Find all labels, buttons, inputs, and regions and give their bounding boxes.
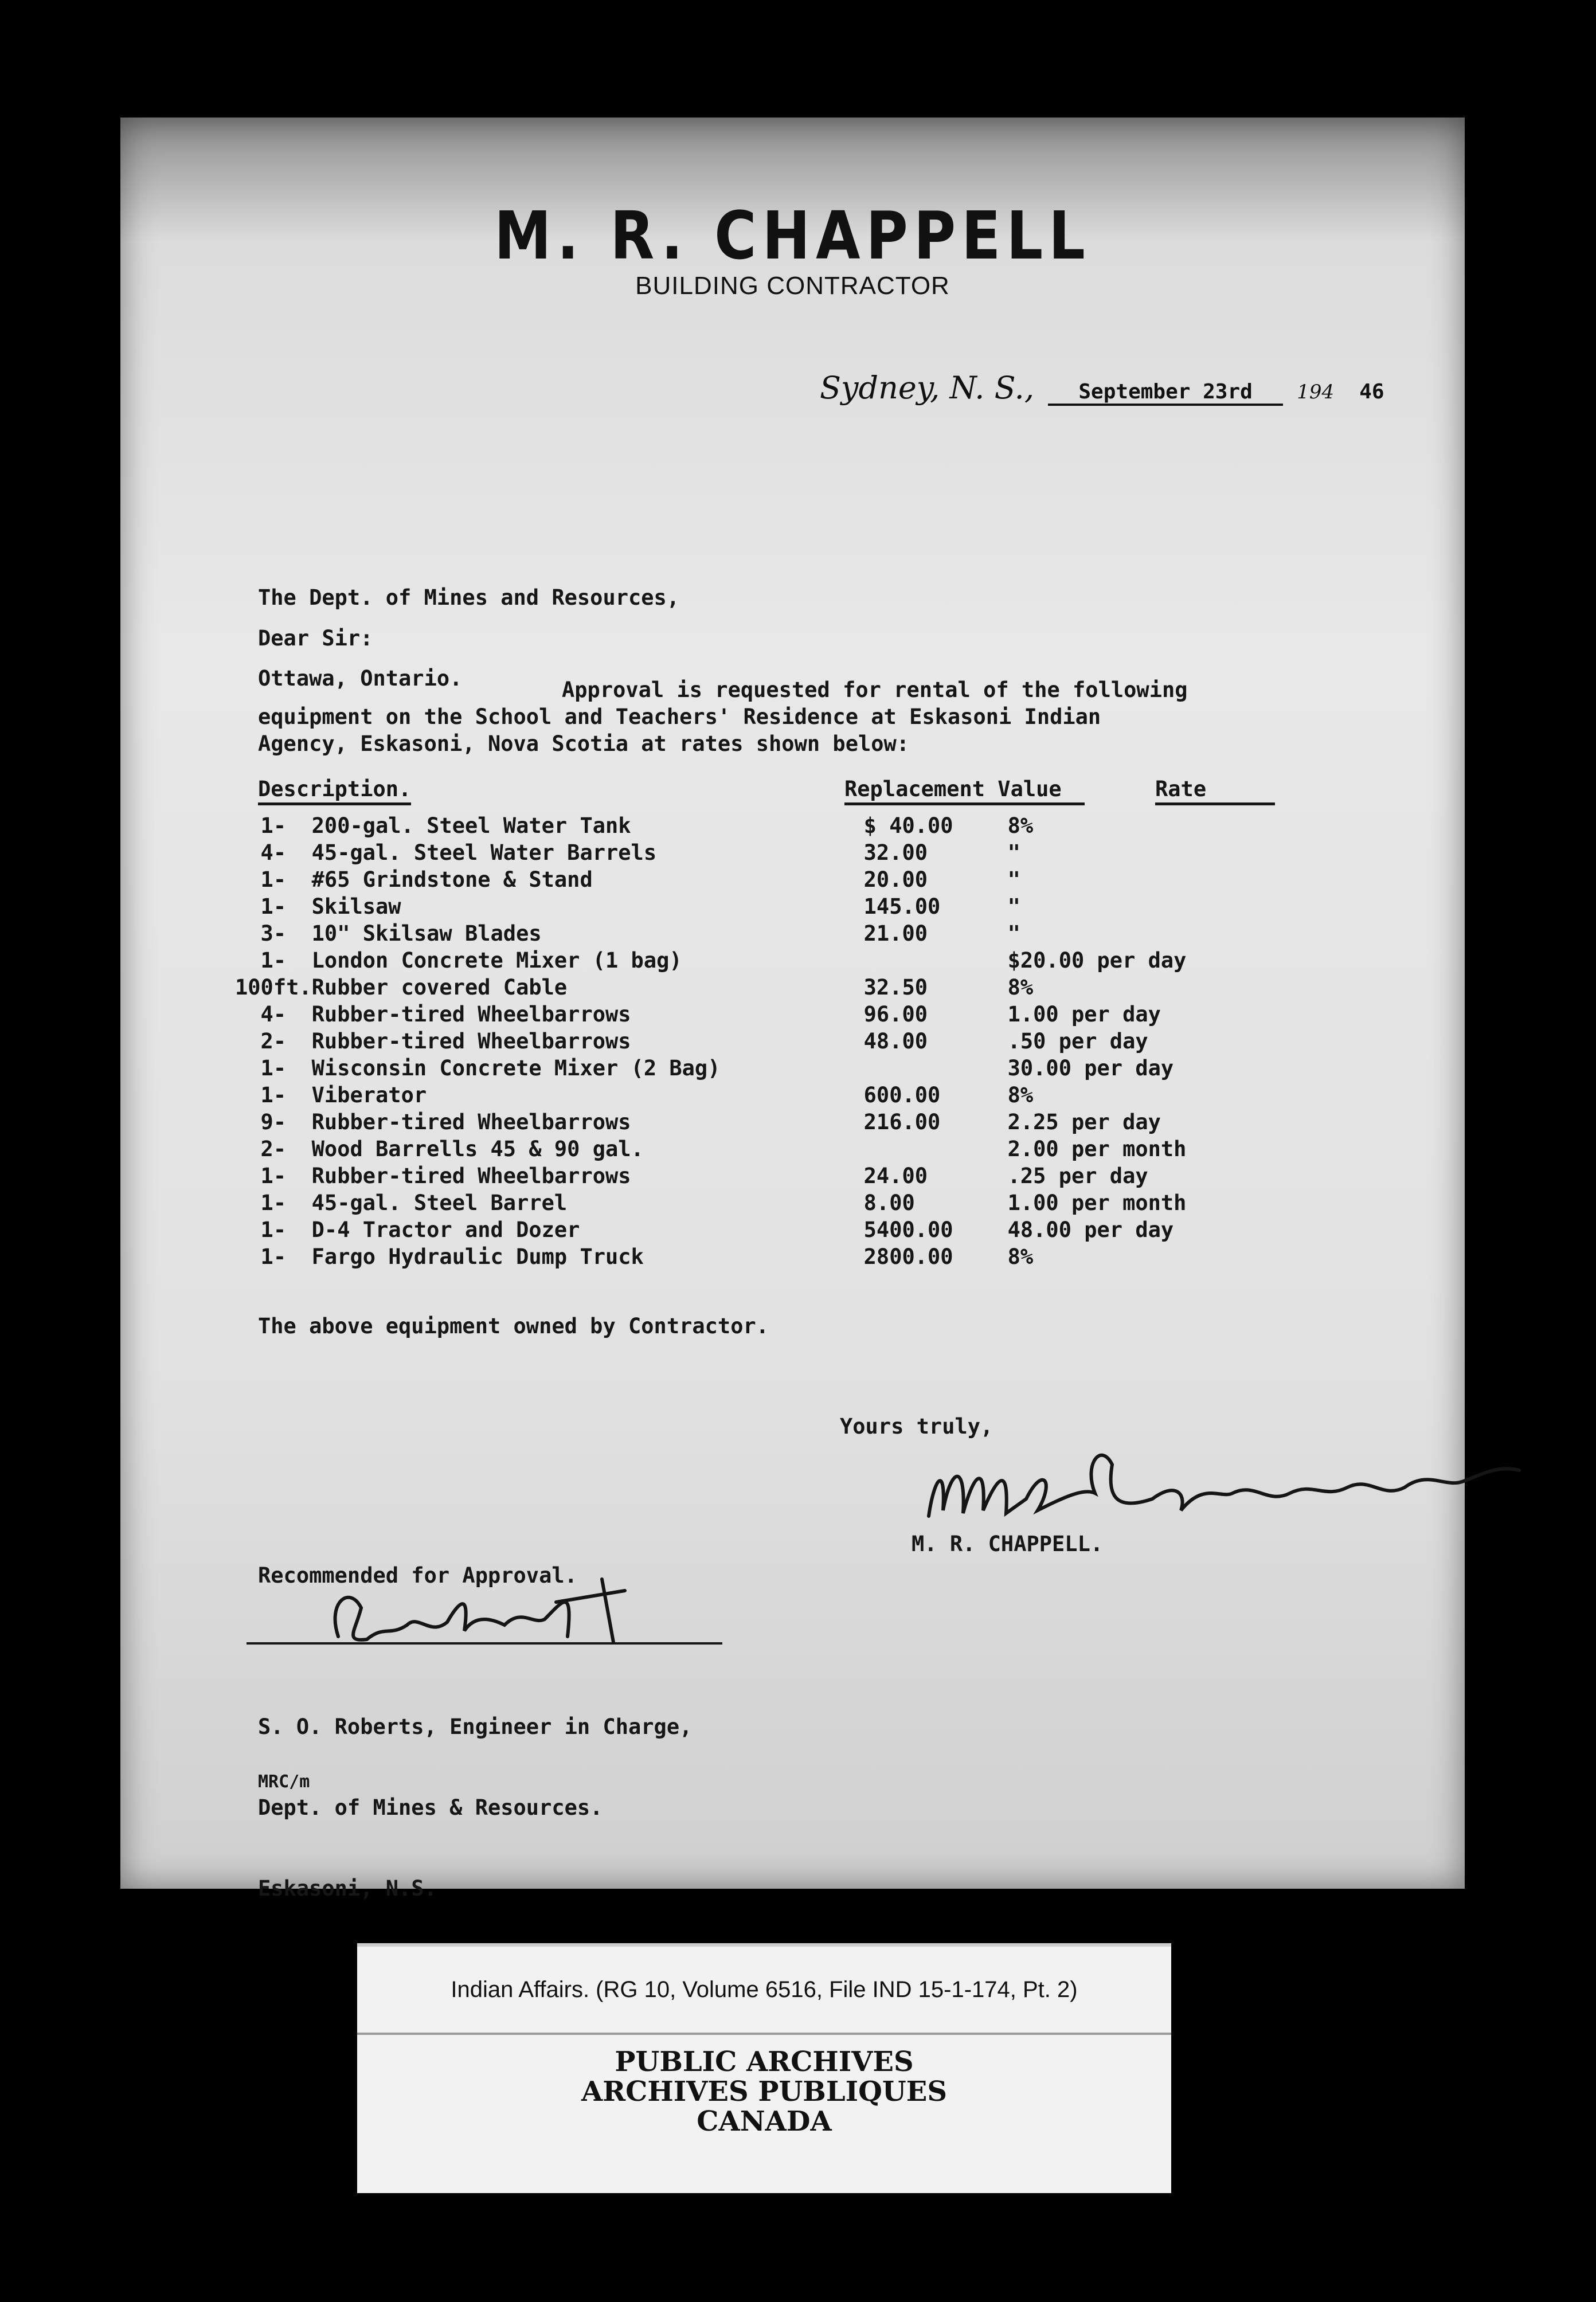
equipment-table bbox=[235, 812, 1249, 1270]
item-qty: 3 bbox=[260, 921, 273, 946]
item-value: 5400.00 bbox=[863, 1217, 953, 1242]
column-gap bbox=[953, 974, 1008, 1001]
item-value: 8.00 bbox=[863, 1191, 915, 1215]
table-row bbox=[235, 1189, 1249, 1216]
table-row bbox=[235, 893, 1249, 920]
table-row bbox=[235, 920, 1249, 947]
item-rate: 1.00 per month bbox=[1007, 1191, 1187, 1215]
item-description: Rubber-tired Wheelbarrows bbox=[311, 1110, 631, 1134]
item-separator: - bbox=[273, 867, 287, 892]
item-separator: - bbox=[273, 1137, 287, 1161]
item-rate: " bbox=[1007, 840, 1020, 865]
item-rate: $20.00 per day bbox=[1007, 948, 1187, 973]
item-description: 200-gal. Steel Water Tank bbox=[311, 813, 631, 838]
column-gap bbox=[953, 893, 1008, 920]
item-rate: 2.00 per month bbox=[1007, 1137, 1187, 1161]
recipient-line-1: The Dept. of Mines and Resources, bbox=[258, 585, 680, 610]
item-rate: " bbox=[1007, 894, 1020, 919]
table-row bbox=[235, 1136, 1249, 1162]
dateline bbox=[820, 370, 1384, 406]
item-rate: 8% bbox=[1007, 1083, 1034, 1107]
archive-reference: Indian Affairs. (RG 10, Volume 6516, File IND 15-1-174, Pt. 2) bbox=[357, 1947, 1171, 2035]
item-qty: 1 bbox=[260, 867, 273, 892]
table-row bbox=[235, 947, 1249, 974]
intro-line-3: Agency, Eskasoni, Nova Scotia at rates shown below: bbox=[258, 731, 910, 756]
item-qty: 1 bbox=[260, 1056, 273, 1080]
item-value bbox=[864, 1136, 953, 1162]
item-description: 45-gal. Steel Barrel bbox=[311, 1191, 568, 1215]
signer-name: M. R. CHAPPELL. bbox=[912, 1532, 1104, 1556]
item-qty: 2 bbox=[260, 1137, 273, 1161]
item-separator: - bbox=[273, 1083, 287, 1107]
recommender-line-1: S. O. Roberts, Engineer in Charge, bbox=[258, 1714, 693, 1739]
item-description: Rubber-tired Wheelbarrows bbox=[311, 1029, 631, 1054]
item-separator: - bbox=[273, 1110, 287, 1134]
item-qty: 1 bbox=[260, 1217, 273, 1242]
table-row bbox=[235, 1055, 1249, 1082]
item-qty: 1 bbox=[260, 1244, 273, 1269]
item-description: 45-gal. Steel Water Barrels bbox=[311, 840, 657, 865]
column-gap bbox=[953, 1028, 1008, 1055]
column-gap bbox=[953, 1189, 1008, 1216]
item-qty: 9 bbox=[260, 1110, 273, 1134]
item-value: 24.00 bbox=[863, 1164, 928, 1188]
intro-line-2: equipment on the School and Teachers' Residence at Eskasoni Indian bbox=[258, 704, 1101, 729]
item-qty: 4 bbox=[260, 1002, 273, 1027]
column-gap bbox=[953, 1082, 1008, 1109]
column-gap bbox=[953, 1001, 1008, 1028]
item-rate: " bbox=[1007, 921, 1020, 946]
salutation: Dear Sir: bbox=[258, 626, 373, 651]
item-qty: 4 bbox=[260, 840, 273, 865]
item-rate: .50 per day bbox=[1007, 1029, 1148, 1054]
item-rate: 30.00 per day bbox=[1007, 1056, 1174, 1080]
header-value bbox=[844, 777, 1085, 801]
item-separator: - bbox=[273, 1217, 287, 1242]
company-name: M. R. CHAPPELL bbox=[494, 197, 1091, 275]
item-value: 32.50 bbox=[863, 975, 928, 1000]
item-qty: 2 bbox=[260, 1029, 273, 1054]
column-gap bbox=[953, 1109, 1008, 1136]
recommender-block bbox=[258, 1659, 692, 1956]
column-gap bbox=[953, 839, 1008, 866]
item-separator: - bbox=[273, 1164, 287, 1188]
table-row bbox=[235, 974, 1249, 1001]
item-value: 216.00 bbox=[863, 1110, 941, 1134]
item-value: 20.00 bbox=[863, 867, 928, 892]
table-row bbox=[235, 1243, 1249, 1270]
column-gap bbox=[953, 1162, 1008, 1189]
header-value-text: Replacement Value bbox=[844, 777, 1085, 805]
item-qty: 1 bbox=[260, 948, 273, 973]
item-description: D-4 Tractor and Dozer bbox=[311, 1217, 580, 1242]
item-qty: 1 bbox=[260, 1164, 273, 1188]
archive-label-card bbox=[357, 1943, 1171, 2193]
column-gap bbox=[953, 1243, 1008, 1270]
table-row bbox=[235, 1082, 1249, 1109]
item-separator: - bbox=[273, 1244, 287, 1269]
table-row bbox=[235, 1162, 1249, 1189]
table-row bbox=[235, 1216, 1249, 1243]
item-rate: 8% bbox=[1007, 1244, 1034, 1269]
item-qty: 100 bbox=[235, 975, 273, 1000]
item-value: $ 40.00 bbox=[863, 813, 953, 838]
item-value: 21.00 bbox=[863, 921, 928, 946]
column-gap bbox=[953, 1055, 1008, 1082]
item-qty: 1 bbox=[260, 1191, 273, 1215]
column-gap bbox=[953, 947, 1008, 974]
closing: Yours truly, bbox=[840, 1414, 993, 1439]
archive-line-3: CANADA bbox=[697, 2105, 832, 2137]
dateline-year-prefix: 194 bbox=[1297, 381, 1335, 404]
item-rate: 2.25 per day bbox=[1007, 1110, 1161, 1134]
item-description: Rubber-tired Wheelbarrows bbox=[311, 1002, 631, 1027]
table-row bbox=[235, 1109, 1249, 1136]
item-value bbox=[864, 1055, 953, 1082]
archive-line-2: ARCHIVES PUBLIQUES bbox=[581, 2076, 947, 2108]
item-separator: - bbox=[273, 921, 287, 946]
recommendation-label: Recommended for Approval. bbox=[258, 1563, 577, 1588]
item-rate: 8% bbox=[1007, 813, 1034, 838]
item-description: Rubber-tired Wheelbarrows bbox=[311, 1164, 631, 1188]
item-description: 10" Skilsaw Blades bbox=[311, 921, 542, 946]
header-description bbox=[258, 777, 411, 801]
item-qty: 1 bbox=[260, 1083, 273, 1107]
item-value bbox=[864, 947, 953, 974]
table-row bbox=[235, 1028, 1249, 1055]
recipient-line-2: Ottawa, Ontario. bbox=[258, 666, 463, 691]
item-description: #65 Grindstone & Stand bbox=[311, 867, 593, 892]
archive-line-1: PUBLIC ARCHIVES bbox=[615, 2046, 914, 2078]
ownership-note: The above equipment owned by Contractor. bbox=[258, 1314, 769, 1338]
archive-name bbox=[357, 2047, 1171, 2136]
item-description: Wisconsin Concrete Mixer (2 Bag) bbox=[311, 1056, 721, 1080]
item-description: Wood Barrells 45 & 90 gal. bbox=[311, 1137, 644, 1161]
item-rate: .25 per day bbox=[1007, 1164, 1148, 1188]
dateline-year-suffix: 46 bbox=[1359, 380, 1384, 404]
item-value: 48.00 bbox=[863, 1029, 928, 1054]
header-description-text: Description. bbox=[258, 777, 411, 805]
item-separator: - bbox=[273, 1029, 287, 1054]
item-description: Rubber covered Cable bbox=[311, 975, 568, 1000]
header-rate bbox=[1155, 777, 1275, 801]
column-gap bbox=[953, 812, 1008, 839]
item-value: 96.00 bbox=[863, 1002, 928, 1027]
item-separator: - bbox=[273, 894, 287, 919]
dateline-place: Sydney, N. S., bbox=[820, 370, 1034, 406]
item-value: 145.00 bbox=[863, 894, 941, 919]
letter-page bbox=[120, 118, 1465, 1901]
item-separator: - bbox=[273, 1056, 287, 1080]
item-description: London Concrete Mixer (1 bag) bbox=[311, 948, 682, 973]
recommender-line-2: Dept. of Mines & Resources. bbox=[258, 1795, 603, 1820]
item-separator: - bbox=[273, 1002, 287, 1027]
table-row bbox=[235, 1001, 1249, 1028]
item-qty: 1 bbox=[260, 813, 273, 838]
column-gap bbox=[953, 1136, 1008, 1162]
item-rate: 1.00 per day bbox=[1007, 1002, 1161, 1027]
item-description: Viberator bbox=[311, 1083, 427, 1107]
recommender-line-3: Eskasoni, N.S. bbox=[258, 1876, 437, 1901]
column-gap bbox=[953, 920, 1008, 947]
item-rate: 48.00 per day bbox=[1007, 1217, 1174, 1242]
item-separator: - bbox=[273, 813, 287, 838]
column-gap bbox=[953, 1216, 1008, 1243]
item-value: 2800.00 bbox=[863, 1244, 953, 1269]
letterhead bbox=[120, 197, 1465, 300]
item-rate: " bbox=[1007, 867, 1020, 892]
item-qty: 1 bbox=[260, 894, 273, 919]
signature-line bbox=[247, 1642, 722, 1645]
item-rate: 8% bbox=[1007, 975, 1034, 1000]
typist-initials: MRC/m bbox=[258, 1772, 310, 1792]
column-gap bbox=[953, 866, 1008, 893]
company-subtitle: BUILDING CONTRACTOR bbox=[635, 272, 950, 300]
item-separator: ft. bbox=[273, 975, 312, 1000]
header-rate-text: Rate bbox=[1155, 777, 1275, 805]
item-separator: - bbox=[273, 840, 287, 865]
table-row bbox=[235, 866, 1249, 893]
item-separator: - bbox=[273, 1191, 287, 1215]
item-description: Fargo Hydraulic Dump Truck bbox=[311, 1244, 644, 1269]
intro-line-1: Approval is requested for rental of the following bbox=[562, 678, 1188, 702]
table-row bbox=[235, 839, 1249, 866]
item-description: Skilsaw bbox=[311, 894, 401, 919]
dateline-date: September 23rd bbox=[1048, 380, 1283, 406]
item-value: 32.00 bbox=[863, 840, 928, 865]
table-row bbox=[235, 812, 1249, 839]
roberts-signature bbox=[304, 1568, 705, 1659]
item-value: 600.00 bbox=[863, 1083, 941, 1107]
item-separator: - bbox=[273, 948, 287, 973]
